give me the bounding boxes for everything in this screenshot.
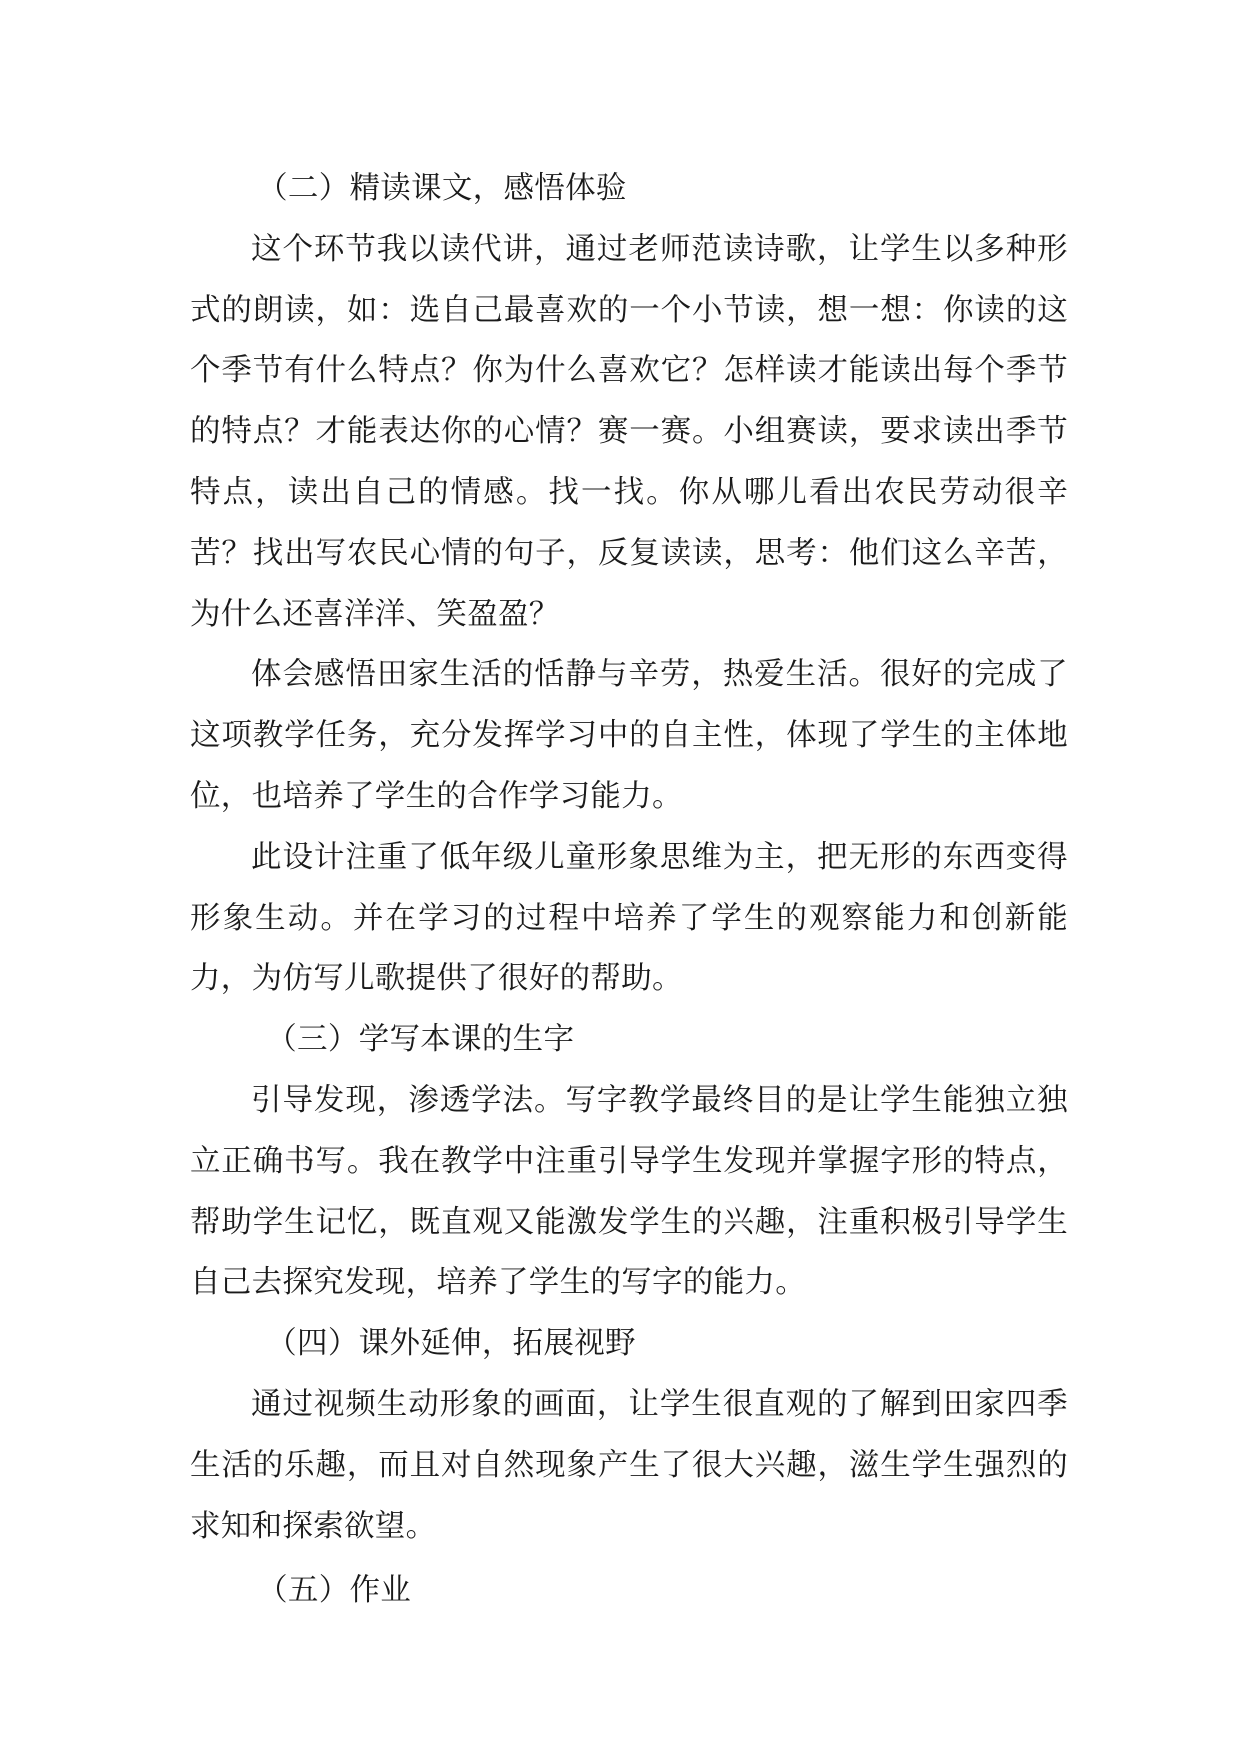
paragraph-writing: 引导发现，渗透学法。写字教学最终目的是让学生能独立独立正确书写。我在教学中注重引导学生发现并掌握字形的特点，帮助学生记忆，既直观又能激发学生的兴趣，注重积极引导学生自己去探究发现，培养了学生的写字的能力。	[190, 1082, 1068, 1301]
paragraph-design: 此设计注重了低年级儿童形象思维为主，把无形的东西变得形象生动。并在学习的过程中培养了学生的观察能力和创新能力，为仿写儿歌提供了很好的帮助。	[190, 839, 1068, 997]
section-heading-2: （二）精读课文，感悟体验	[257, 171, 627, 206]
paragraph-close-reading: 这个环节我以读代讲，通过老师范读诗歌，让学生以多种形式的朗读，如：选自己最喜欢的一个小节读，想一想：你读的这个季节有什么特点？你为什么喜欢它？怎样读才能读出每个季节的特点？才能表达你的心情？赛一赛。小组赛读，要求读出季节特点，读出自己的情感。找一找。你从哪儿看出农民劳动很辛苦？找出写农民心情的句子，反复读读，思考：他们这么辛苦，为什么还喜洋洋、笑盈盈？	[190, 231, 1068, 632]
paragraph-experience: 体会感悟田家生活的恬静与辛劳，热爱生活。很好的完成了这项教学任务，充分发挥学习中的自主性，体现了学生的主体地位，也培养了学生的合作学习能力。	[190, 657, 1068, 814]
paragraph-extension: 通过视频生动形象的画面，让学生很直观的了解到田家四季生活的乐趣，而且对自然现象产生了很大兴趣，滋生学生强烈的求知和探索欲望。	[190, 1386, 1068, 1544]
section-heading-3: （三）学写本课的生字	[266, 1022, 575, 1058]
document-body	[190, 159, 1068, 1622]
section-heading-5: （五）作业	[257, 1573, 412, 1609]
section-heading-4: （四）课外延伸，拓展视野	[266, 1326, 636, 1362]
